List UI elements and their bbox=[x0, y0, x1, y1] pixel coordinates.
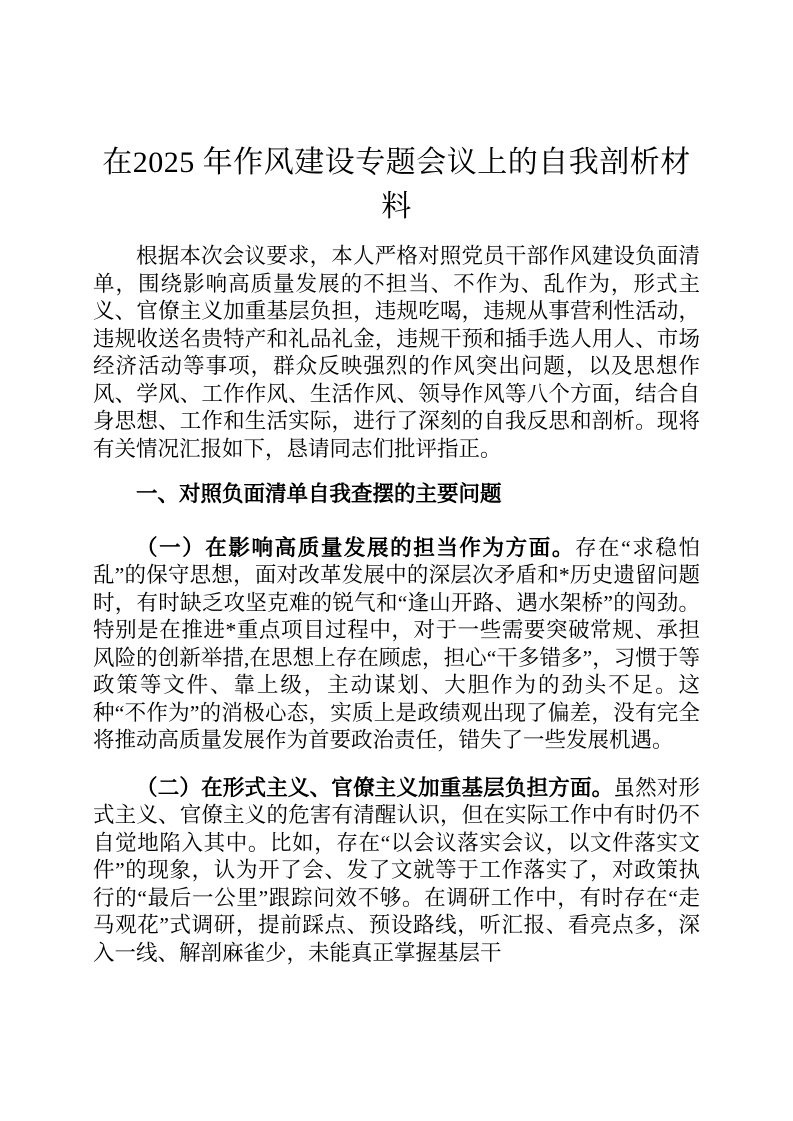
paragraph-1-body: 存在“求稳怕乱”的保守思想，面对改革发展中的深层次矛盾和*历史遗留问题时，有时缺乏攻坚克难的锐气和“逢山开路、遇水架桥”的闯劲。特别是在推进*重点项目过程中，对于一些需要突破常规、承担风险的创新举措,在思想上存在顾虑，担心“干多错多”，习惯于等政策等文件、靠上级，主动谋划、大胆作为的劲头不足。这种“不作为”的消极心态，实质上是政绩观出现了偏差，没有完全将推动高质量发展作为首要政治责任，错失了一些发展机遇。 bbox=[93, 535, 700, 752]
intro-paragraph: 根据本次会议要求，本人严格对照党员干部作风建设负面清单，围绕影响高质量发展的不担当、不作为、乱作为，形式主义、官僚主义加重基层负担，违规吃喝，违规从事营利性活动，违规收送名贵特产和礼品礼金，违规干预和插手选人用人、市场经济活动等事项，群众反映强烈的作风突出问题，以及思想作风、学风、工作作风、生活作风、领导作风等八个方面，结合自身思想、工作和生活实际，进行了深刻的自我反思和剖析。现将有关情况汇报如下，恳请同志们批评指正。 bbox=[93, 244, 700, 461]
paragraph-2-body: 虽然对形式主义、官僚主义的危害有清醒认识，但在实际工作中有时仍不自觉地陷入其中。比如，存在“以会议落实会议，以文件落实文件”的现象，认为开了会、发了文就等于工作落实了，对政策执行的“最后一公里”跟踪问效不够。在调研工作中，有时存在“走马观花”式调研，提前踩点、预设路线，听汇报、看亮点多，深入一线、解剖麻雀少，未能真正掌握基层干 bbox=[93, 775, 700, 965]
paragraph-section-1-1 bbox=[93, 535, 700, 755]
paragraph-2-lead: （二）在形式主义、官僚主义加重基层负担方面。 bbox=[136, 775, 614, 800]
paragraph-section-1-2 bbox=[93, 775, 700, 968]
section-heading-1: 一、对照负面清单自我查摆的主要问题 bbox=[136, 482, 502, 506]
paragraph-1-lead: （一）在影响高质量发展的担当作为方面。 bbox=[136, 535, 575, 560]
document-title: 在2025 年作风建设专题会议上的自我剖析材料 bbox=[102, 146, 691, 223]
